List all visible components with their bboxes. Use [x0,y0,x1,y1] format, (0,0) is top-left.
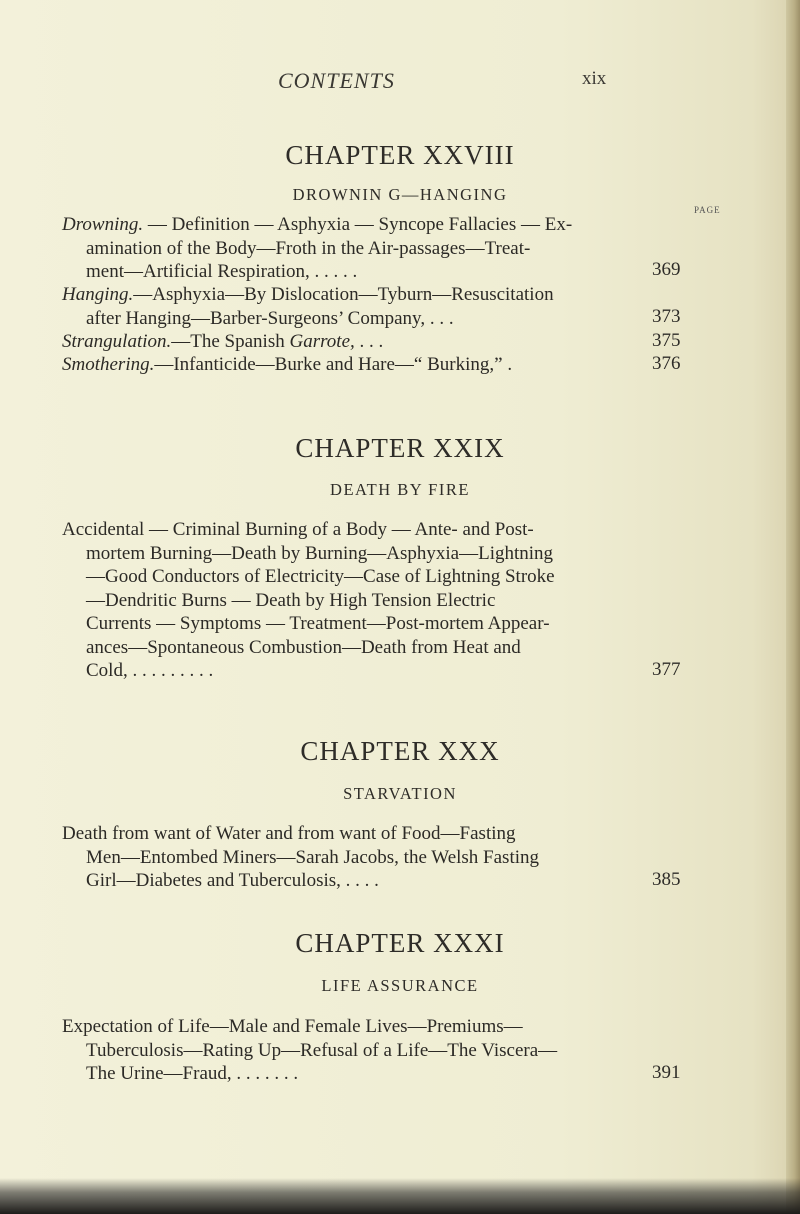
chapter-28-subtitle: DROWNIN G—HANGING [292,185,508,204]
page-edge [786,0,800,1214]
chapter-29-title: CHAPTER XXIX [295,433,505,463]
chapter-30-title: CHAPTER XXX [300,736,500,766]
entry-line: ment—Artificial Respiration, . . . . . [86,261,358,282]
toc-entry-drowning [62,213,642,284]
entry-text: . . . [354,331,384,352]
chapter-29-subtitle: DEATH BY FIRE [330,480,470,499]
entry-lead-hanging: Hanging. [62,284,134,305]
page-number: 385 [652,869,681,890]
entry-line: Expectation of Life—Male and Female Lives—Premiums— [62,1016,523,1037]
entry-line: ances—Spontaneous Combustion—Death from Heat and [86,636,521,658]
chapter-31-subtitle: LIFE ASSURANCE [321,976,479,995]
entry-line: —Dendritic Burns — Death by High Tension Electric [86,589,496,611]
toc-entry-hanging [62,283,642,330]
entry-line: mortem Burning—Death by Burning—Asphyxia—Lightning [86,542,554,564]
page-column-label: PAGE [694,205,721,215]
entry-line [62,353,642,377]
entry-text: —The Spanish [171,331,290,352]
chapter-31-title: CHAPTER XXXI [295,928,505,958]
toc-entry-fire [62,518,642,683]
page-folio: xix [582,68,607,89]
entry-lead-smothering: Smothering. [62,354,155,375]
chapter-30-subtitle: STARVATION [343,784,457,803]
running-head [0,68,800,98]
page-number: 376 [652,353,681,374]
page-number: 391 [652,1062,681,1083]
entry-text: —Infanticide—Burke and Hare—“ Burking,” . [154,354,513,375]
entry-line: Currents — Symptoms — Treatment—Post-mortem Appear- [86,613,550,634]
toc-entry-smothering [62,353,642,377]
entry-text-italic: Garrote, [289,331,355,352]
entry-text: — Definition — Asphyxia — Syncope Fallacies — Ex- [143,214,573,235]
entry-line: Death from want of Water and from want of Food—Fasting [62,823,516,844]
entry-line: The Urine—Fraud, . . . . . . . [86,1063,299,1084]
toc-entry-life-assurance [62,1015,642,1086]
entry-line [62,330,642,354]
running-head-title: CONTENTS [278,68,395,93]
page-bottom-shadow [0,1178,800,1214]
entry-line: after Hanging—Barber-Surgeons’ Company, . . . [86,307,454,329]
toc-entry-starvation [62,822,642,893]
entry-lead-strangulation: Strangulation. [62,331,172,352]
page-number: 375 [652,330,681,351]
chapter-28-title: CHAPTER XXVIII [285,140,515,170]
entry-line: Cold, . . . . . . . . . [86,660,214,681]
entry-line [62,213,642,237]
entry-line: Tuberculosis—Rating Up—Refusal of a Life—The Viscera— [86,1039,558,1061]
page-number: 369 [652,259,681,280]
entry-line [62,283,642,307]
page-number: 373 [652,306,681,327]
entry-line: Girl—Diabetes and Tuberculosis, . . . . [86,870,379,891]
entry-text: —Asphyxia—By Dislocation—Tyburn—Resuscitation [133,284,554,305]
toc-entry-strangulation [62,330,642,354]
entry-line: amination of the Body—Froth in the Air-passages—Treat- [86,237,531,259]
entry-line: —Good Conductors of Electricity—Case of Lightning Stroke [86,566,555,587]
entry-line: Accidental — Criminal Burning of a Body — Ante- and Post- [62,519,534,540]
page-number: 377 [652,659,681,680]
entry-lead-drowning: Drowning. [62,214,144,235]
entry-line: Men—Entombed Miners—Sarah Jacobs, the Welsh Fasting [86,846,540,868]
